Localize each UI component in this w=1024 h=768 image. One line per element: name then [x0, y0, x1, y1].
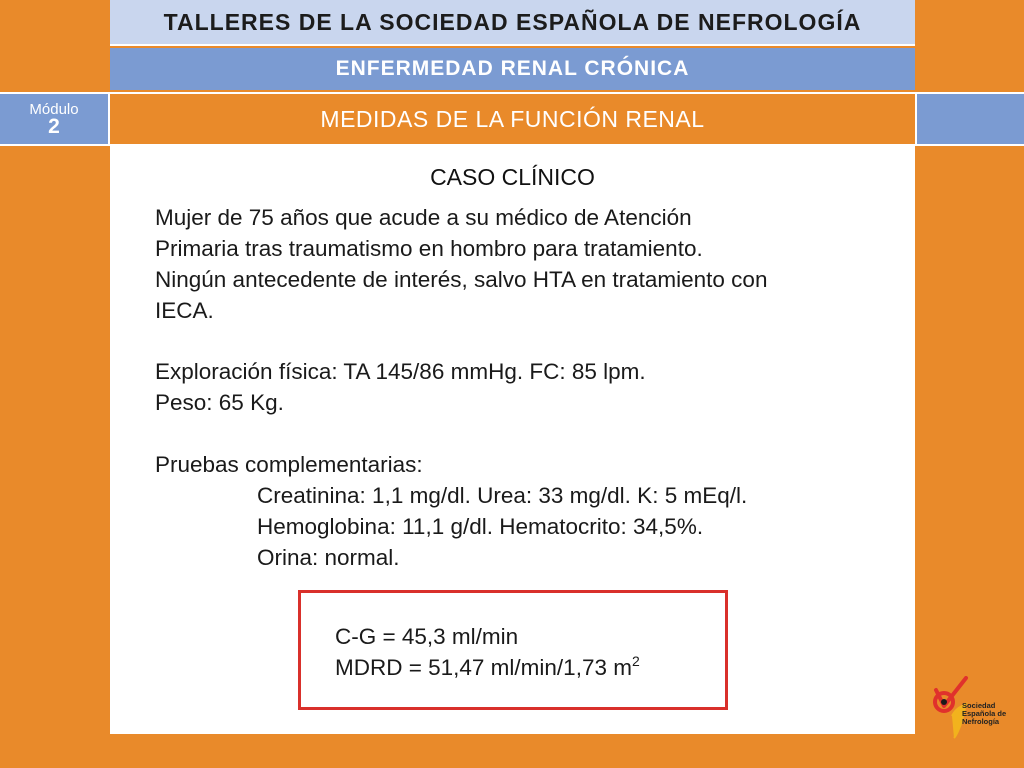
- topic-title: ENFERMEDAD RENAL CRÓNICA: [110, 48, 915, 90]
- result-cg: C-G = 45,3 ml/min: [335, 624, 519, 649]
- result-mdrd-line: [335, 652, 640, 683]
- test-line: Hemoglobina: 11,1 g/dl. Hematocrito: 34,5%.: [257, 514, 704, 539]
- test-line: Orina: normal.: [257, 545, 400, 570]
- result-lines: [335, 621, 640, 683]
- intro-line: IECA.: [155, 298, 214, 323]
- complementary-tests: [155, 449, 885, 573]
- module-number: 2: [48, 114, 60, 138]
- intro-line: Mujer de 75 años que acude a su médico de Atención: [155, 205, 692, 230]
- module-badge: [0, 92, 110, 146]
- logo-line: Nefrología: [962, 717, 1000, 726]
- logo-line: Sociedad: [962, 701, 996, 710]
- result-box: [298, 590, 728, 710]
- exam-line: Peso: 65 Kg.: [155, 390, 284, 415]
- result-mdrd: MDRD = 51,47 ml/min/1,73 m: [335, 655, 632, 680]
- right-decor-box: [915, 92, 1024, 146]
- result-mdrd-exponent: 2: [631, 653, 640, 669]
- sen-logo: [928, 676, 1008, 740]
- logo-text: [962, 702, 1006, 726]
- exam-line: Exploración física: TA 145/86 mmHg. FC: 85 lpm.: [155, 359, 646, 384]
- physical-exam: [155, 356, 885, 418]
- section-title: MEDIDAS DE LA FUNCIÓN RENAL: [110, 92, 915, 146]
- tests-heading: Pruebas complementarias:: [155, 452, 423, 477]
- workshop-title: TALLERES DE LA SOCIEDAD ESPAÑOLA DE NEFROLOGÍA: [110, 0, 915, 46]
- content-panel: [110, 146, 915, 734]
- intro-line: Ningún antecedente de interés, salvo HTA en tratamiento con: [155, 267, 768, 292]
- case-intro: [155, 202, 885, 326]
- intro-line: Primaria tras traumatismo en hombro para tratamiento.: [155, 236, 703, 261]
- test-line: Creatinina: 1,1 mg/dl. Urea: 33 mg/dl. K: 5 mEq/l.: [257, 483, 748, 508]
- module-label: Módulo: [29, 100, 79, 118]
- logo-line: Española de: [962, 709, 1007, 718]
- case-title: CASO CLÍNICO: [430, 164, 595, 190]
